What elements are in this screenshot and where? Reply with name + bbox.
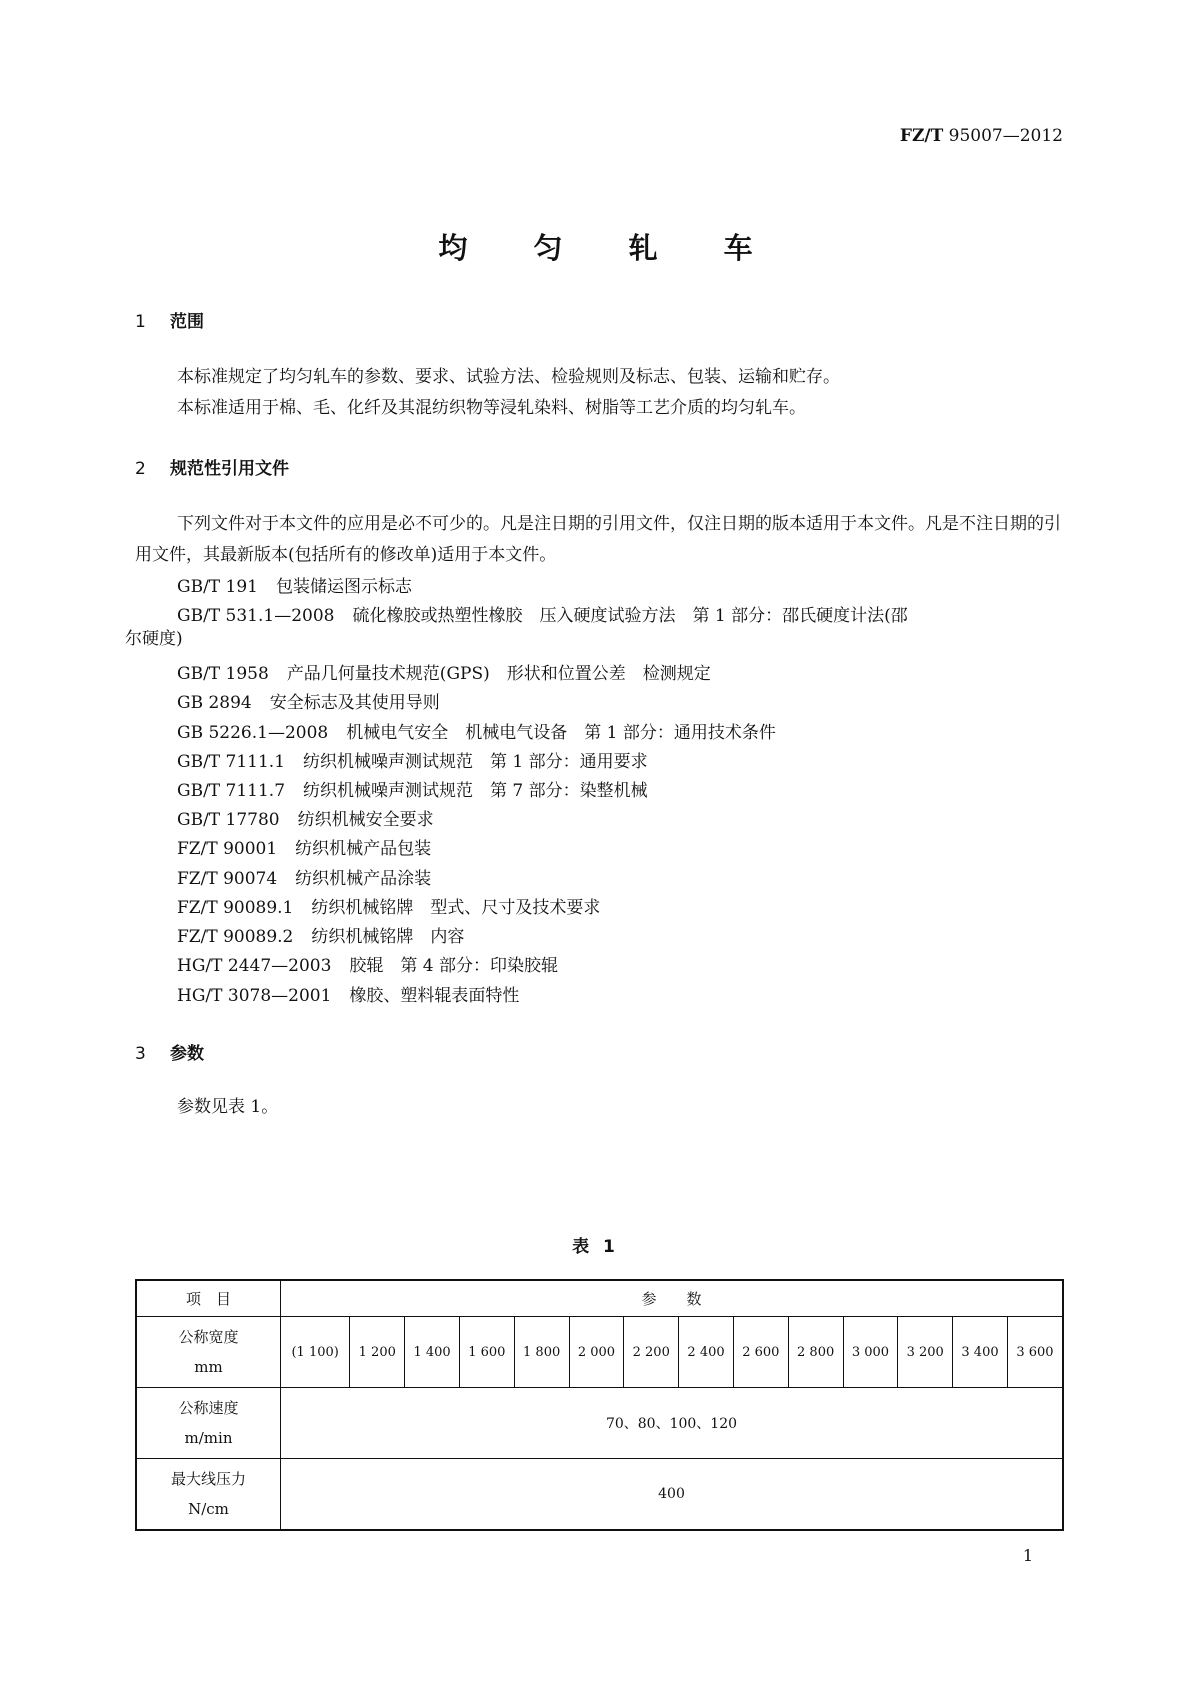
reference-item — [177, 834, 431, 859]
document-title: 均 匀 轧 车 — [438, 231, 781, 265]
width-value: 3 400 — [953, 1317, 1008, 1388]
table-row-speed — [136, 1388, 1063, 1459]
section-2-intro: 下列文件对于本文件的应用是必不可少的。凡是注日期的引用文件，仅注日期的版本适用于本文件。凡是不注日期的引用文件，其最新版本(包括所有的修改单)适用于本文件。 — [135, 514, 1061, 565]
reference-code: FZ/T 90089.2 — [177, 927, 294, 947]
section-1-heading — [135, 307, 204, 332]
reference-title: 纺织机械噪声测试规范 第 7 部分：染整机械 — [303, 781, 648, 801]
reference-item — [177, 951, 558, 976]
standard-number: 95007—2012 — [948, 126, 1063, 146]
row-label-text: 最大线压力 — [170, 1470, 246, 1488]
reference-item — [177, 922, 464, 947]
reference-item — [177, 776, 648, 801]
reference-title: 纺织机械铭牌 型式、尺寸及技术要求 — [311, 898, 601, 918]
width-value: 2 600 — [733, 1317, 788, 1388]
reference-title: 胶辊 第 4 部分：印染胶辊 — [349, 956, 559, 976]
row-unit: m/min — [184, 1429, 233, 1447]
reference-item — [177, 805, 434, 830]
section-number: 3 — [135, 1044, 146, 1064]
width-value: 3 600 — [1007, 1317, 1063, 1388]
width-value: 2 000 — [569, 1317, 624, 1388]
section-1-para-2: 本标准适用于棉、毛、化纤及其混纺织物等浸轧染料、树脂等工艺介质的均匀轧车。 — [177, 398, 806, 418]
section-3-para: 参数见表 1。 — [177, 1097, 279, 1117]
reference-item — [177, 601, 908, 626]
reference-item — [177, 572, 412, 597]
speed-value: 70、80、100、120 — [281, 1388, 1064, 1459]
section-3-heading — [135, 1039, 204, 1064]
row-label — [136, 1388, 281, 1459]
table-caption: 表 1 — [572, 1237, 619, 1257]
reference-item — [177, 747, 648, 772]
reference-item — [177, 893, 600, 918]
section-number: 1 — [135, 312, 146, 332]
reference-code: HG/T 3078—2001 — [177, 986, 332, 1006]
width-value: 2 400 — [679, 1317, 734, 1388]
width-value: 3 000 — [843, 1317, 898, 1388]
row-label — [136, 1317, 281, 1388]
section-title: 参数 — [170, 1044, 204, 1064]
row-label — [136, 1459, 281, 1531]
reference-item — [177, 718, 776, 743]
reference-title: 包装储运图示标志 — [276, 577, 412, 597]
width-value: 1 400 — [405, 1317, 460, 1388]
reference-title: 纺织机械安全要求 — [297, 810, 434, 830]
reference-code: GB/T 17780 — [177, 810, 280, 830]
pressure-value: 400 — [281, 1459, 1064, 1531]
standard-prefix: FZ/T — [899, 126, 944, 146]
table-row-pressure — [136, 1459, 1063, 1531]
reference-code: FZ/T 90001 — [177, 839, 278, 859]
reference-title: 安全标志及其使用导则 — [269, 693, 440, 713]
parameter-table — [135, 1279, 1064, 1531]
standard-code — [900, 126, 1063, 146]
reference-title: 产品几何量技术规范(GPS) 形状和位置公差 检测规定 — [286, 664, 711, 684]
width-value: 1 200 — [350, 1317, 405, 1388]
width-value: 1 600 — [459, 1317, 514, 1388]
reference-title: 纺织机械噪声测试规范 第 1 部分：通用要求 — [303, 752, 648, 772]
reference-code: GB/T 7111.7 — [177, 781, 286, 801]
table-row-width — [136, 1317, 1063, 1388]
section-number: 2 — [135, 459, 146, 479]
width-value: 2 200 — [624, 1317, 679, 1388]
reference-title: 硫化橡胶或热塑性橡胶 压入硬度试验方法 第 1 部分：邵氏硬度计法(邵 — [352, 606, 908, 626]
reference-code: GB 5226.1—2008 — [177, 723, 329, 743]
row-label-text: 公称宽度 — [178, 1328, 239, 1346]
width-value: 3 200 — [898, 1317, 953, 1388]
section-1-para-1: 本标准规定了均匀轧车的参数、要求、试验方法、检验规则及标志、包装、运输和贮存。 — [177, 367, 840, 387]
section-title: 规范性引用文件 — [170, 459, 289, 479]
reference-code: FZ/T 90074 — [177, 869, 278, 889]
reference-code: GB/T 1958 — [177, 664, 269, 684]
reference-code: GB/T 191 — [177, 577, 258, 597]
reference-item — [177, 864, 431, 889]
reference-code: GB/T 7111.1 — [177, 752, 286, 772]
section-2-heading — [135, 454, 289, 479]
reference-code: GB/T 531.1—2008 — [177, 606, 335, 626]
reference-item — [177, 659, 711, 684]
reference-code: FZ/T 90089.1 — [177, 898, 294, 918]
reference-code: GB 2894 — [177, 693, 252, 713]
reference-item — [177, 981, 519, 1006]
header-item: 项 目 — [136, 1280, 281, 1317]
row-unit: N/cm — [188, 1500, 229, 1518]
width-value: 2 800 — [788, 1317, 843, 1388]
row-label-text: 公称速度 — [178, 1399, 239, 1417]
section-title: 范围 — [170, 312, 204, 332]
reference-title: 纺织机械产品包装 — [295, 839, 432, 859]
reference-item — [177, 688, 440, 713]
header-params: 参 数 — [281, 1280, 1064, 1317]
reference-title: 纺织机械铭牌 内容 — [311, 927, 465, 947]
reference-code: HG/T 2447—2003 — [177, 956, 332, 976]
reference-continuation: 尔硬度) — [125, 629, 183, 649]
reference-title: 纺织机械产品涂装 — [295, 869, 432, 889]
page-number: 1 — [1022, 1546, 1033, 1565]
reference-title: 机械电气安全 机械电气设备 第 1 部分：通用技术条件 — [346, 723, 776, 743]
width-value: 1 800 — [514, 1317, 569, 1388]
width-value: (1 100) — [281, 1317, 350, 1388]
table-header-row — [136, 1280, 1063, 1317]
row-unit: mm — [194, 1358, 223, 1376]
reference-title: 橡胶、塑料辊表面特性 — [349, 986, 520, 1006]
